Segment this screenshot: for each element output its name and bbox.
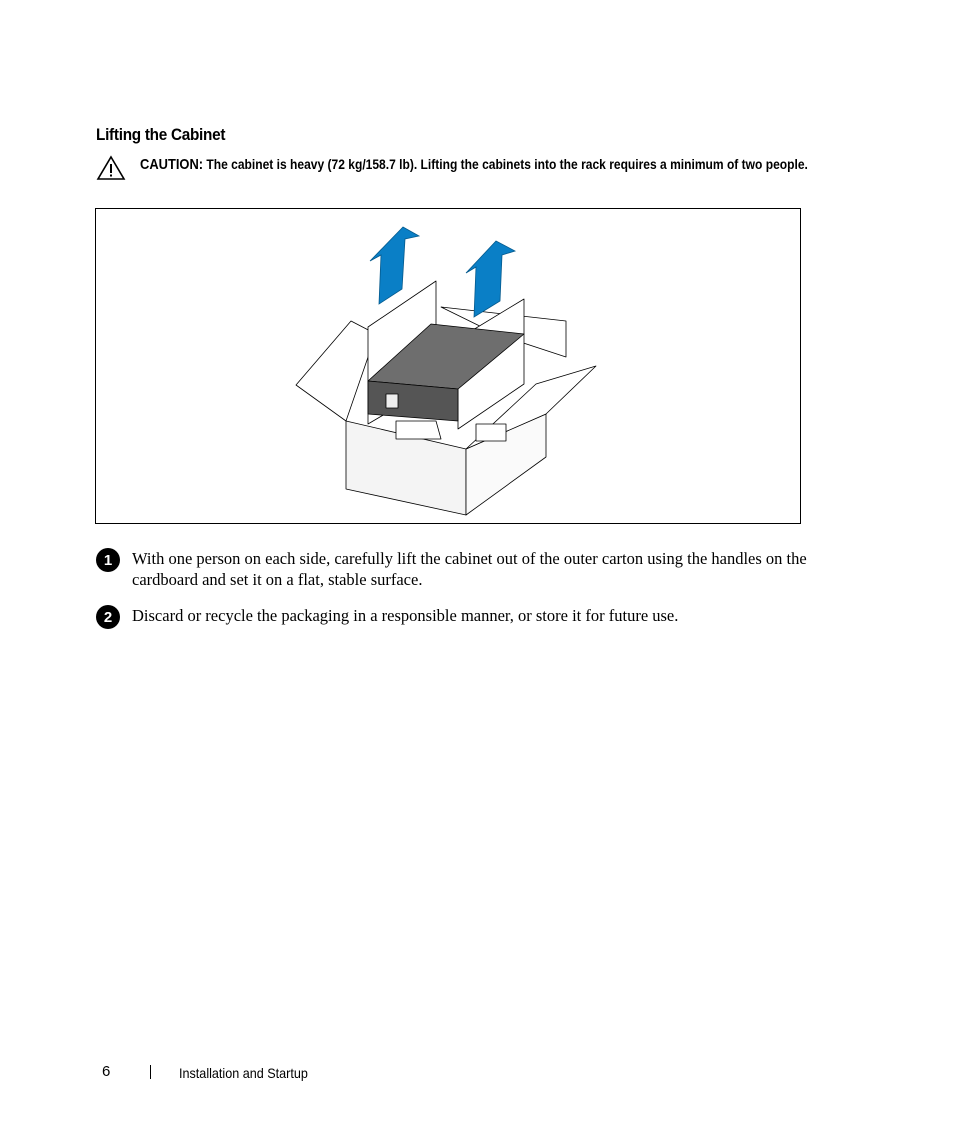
foam-left [396, 421, 441, 439]
section-heading: Lifting the Cabinet [96, 125, 226, 144]
page-number: 6 [102, 1063, 111, 1080]
foam-right [476, 424, 506, 441]
step-number-badge: 2 [96, 605, 120, 629]
caution-label: CAUTION: [140, 156, 204, 173]
illustration-frame [95, 208, 801, 524]
caution-triangle-icon [96, 155, 126, 181]
lift-arrow-left-icon [370, 227, 419, 304]
lifting-illustration [96, 209, 802, 525]
lift-arrow-right-icon [466, 241, 515, 317]
carton-left-flap [296, 321, 376, 421]
footer-divider [150, 1065, 151, 1079]
caution-text: The cabinet is heavy (72 kg/158.7 lb). Lifting the cabinets into the rack requires a minimum of two people. [203, 156, 808, 172]
cabinet-display [386, 394, 398, 408]
step-text: With one person on each side, carefully lift the cabinet out of the outer carton using the handles on the cardboard and set it on a flat, stable surface. [132, 549, 807, 589]
caution-note [140, 155, 819, 174]
step-number-badge: 1 [96, 548, 120, 572]
step-text: Discard or recycle the packaging in a responsible manner, or store it for future use. [132, 606, 679, 625]
footer-title: Installation and Startup [179, 1065, 308, 1081]
